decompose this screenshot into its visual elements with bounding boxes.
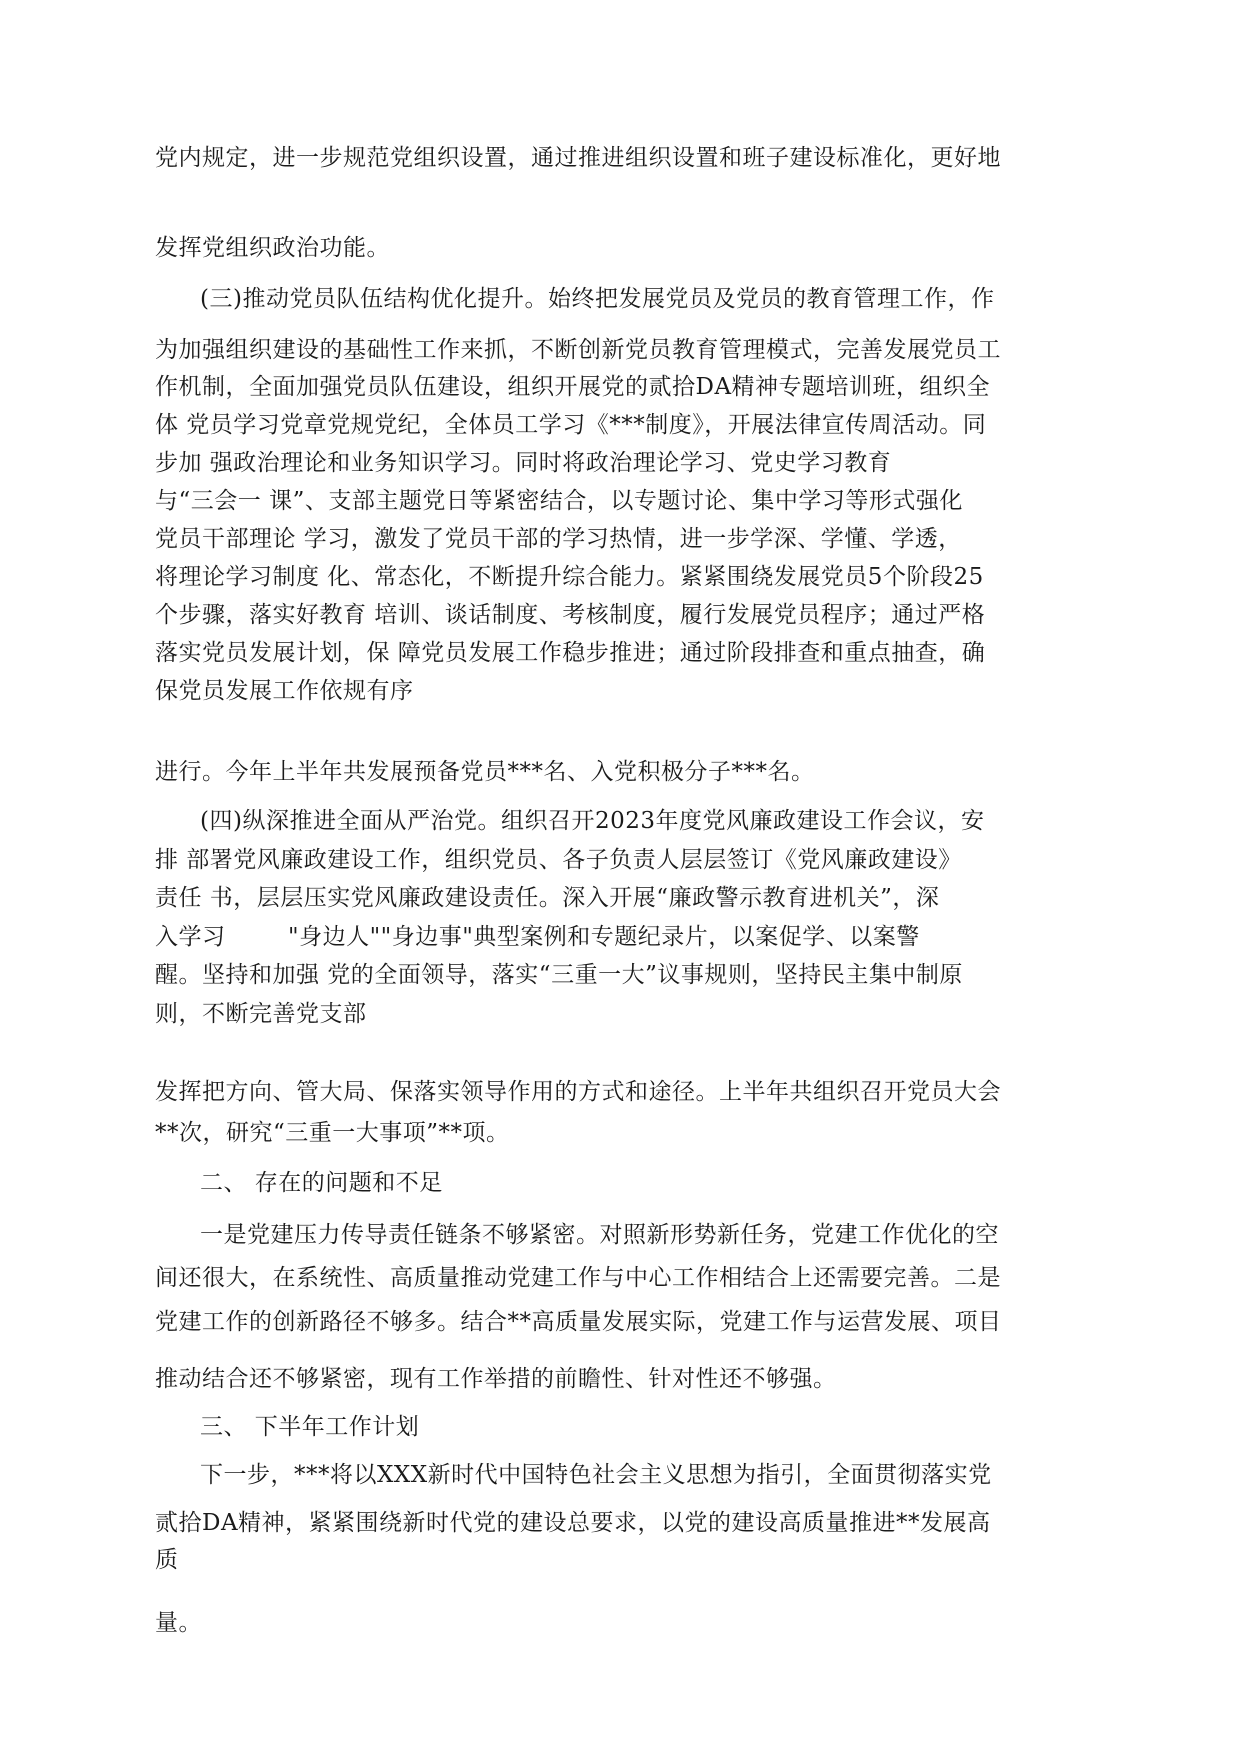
text-line: 将理论学习制度 化、常态化，不断提升综合能力。紧紧围绕发展党员5个阶段25	[155, 564, 984, 590]
text-line: 保党员发展工作依规有序	[155, 678, 414, 704]
text-line: 贰拾DA精神，紧紧围绕新时代党的建设总要求，以党的建设高质量推进**发展高	[155, 1510, 991, 1536]
text-line: 为加强组织建设的基础性工作来抓，不断创新党员教育管理模式，完善发展党员工	[155, 337, 1001, 363]
text-line: 党建工作的创新路径不够多。结合**高质量发展实际，党建工作与运营发展、项目	[155, 1309, 1002, 1335]
text-line: 落实党员发展计划，保 障党员发展工作稳步推进；通过阶段排查和重点抽查，确	[155, 640, 986, 666]
text-line: 发挥把方向、管大局、保落实领导作用的方式和途径。上半年共组织召开党员大会	[155, 1079, 1001, 1105]
text-line: 责任 书，层层压实党风廉政建设责任。深入开展“廉政警示教育进机关”，深	[155, 885, 940, 911]
text-line: 体 党员学习党章党规党纪，全体员工学习《***制度》，开展法律宣传周活动。同	[155, 412, 987, 438]
text-line: 则，不断完善党支部	[155, 1001, 367, 1027]
text-line: 醒。坚持和加强 党的全面领导，落实“三重一大”议事规则，坚持民主集中制原	[155, 962, 963, 988]
section-heading: 三、 下半年工作计划	[200, 1414, 420, 1440]
text-line: 党内规定，进一步规范党组织设置，通过推进组织设置和班子建设标准化，更好地	[155, 145, 1001, 171]
text-line: 进行。今年上半年共发展预备党员***名、入党积极分子***名。	[155, 759, 815, 785]
text-line: 入学习 "身边人""身边事"典型案例和专题纪录片，以案促学、以案警	[155, 924, 920, 950]
text-line: 个步骤，落实好教育 培训、谈话制度、考核制度，履行发展党员程序；通过严格	[155, 602, 986, 628]
text-line: 党员干部理论 学习，激发了党员干部的学习热情，进一步学深、学懂、学透，	[155, 526, 962, 552]
text-line: **次，研究“三重一大事项”**项。	[155, 1120, 510, 1146]
text-line: 一是党建压力传导责任链条不够紧密。对照新形势新任务，党建工作优化的空	[200, 1222, 999, 1248]
text-line: 间还很大，在系统性、高质量推动党建工作与中心工作相结合上还需要完善。二是	[155, 1265, 1001, 1291]
section-heading: 二、 存在的问题和不足	[200, 1170, 443, 1196]
text-line: 发挥党组织政治功能。	[155, 235, 390, 261]
text-line: 下一步，***将以XXX新时代中国特色社会主义思想为指引，全面贯彻落实党	[200, 1462, 992, 1488]
text-line: 与“三会一 课”、支部主题党日等紧密结合，以专题讨论、集中学习等形式强化	[155, 488, 963, 514]
text-line: 量。	[155, 1610, 202, 1636]
text-line: 步加 强政治理论和业务知识学习。同时将政治理论学习、党史学习教育	[155, 450, 892, 476]
text-line: 排 部署党风廉政建设工作，组织党员、各子负责人层层签订《党风廉政建设》	[155, 847, 962, 873]
text-line: (三)推动党员队伍结构优化提升。始终把发展党员及党员的教育管理工作，作	[200, 286, 995, 312]
text-line: 质	[155, 1547, 179, 1573]
text-line: (四)纵深推进全面从严治党。组织召开2023年度党风廉政建设工作会议，安	[200, 808, 985, 834]
text-line: 作机制，全面加强党员队伍建设，组织开展党的贰拾DA精神专题培训班，组织全	[155, 374, 991, 400]
text-line: 推动结合还不够紧密，现有工作举措的前瞻性、针对性还不够强。	[155, 1366, 837, 1392]
